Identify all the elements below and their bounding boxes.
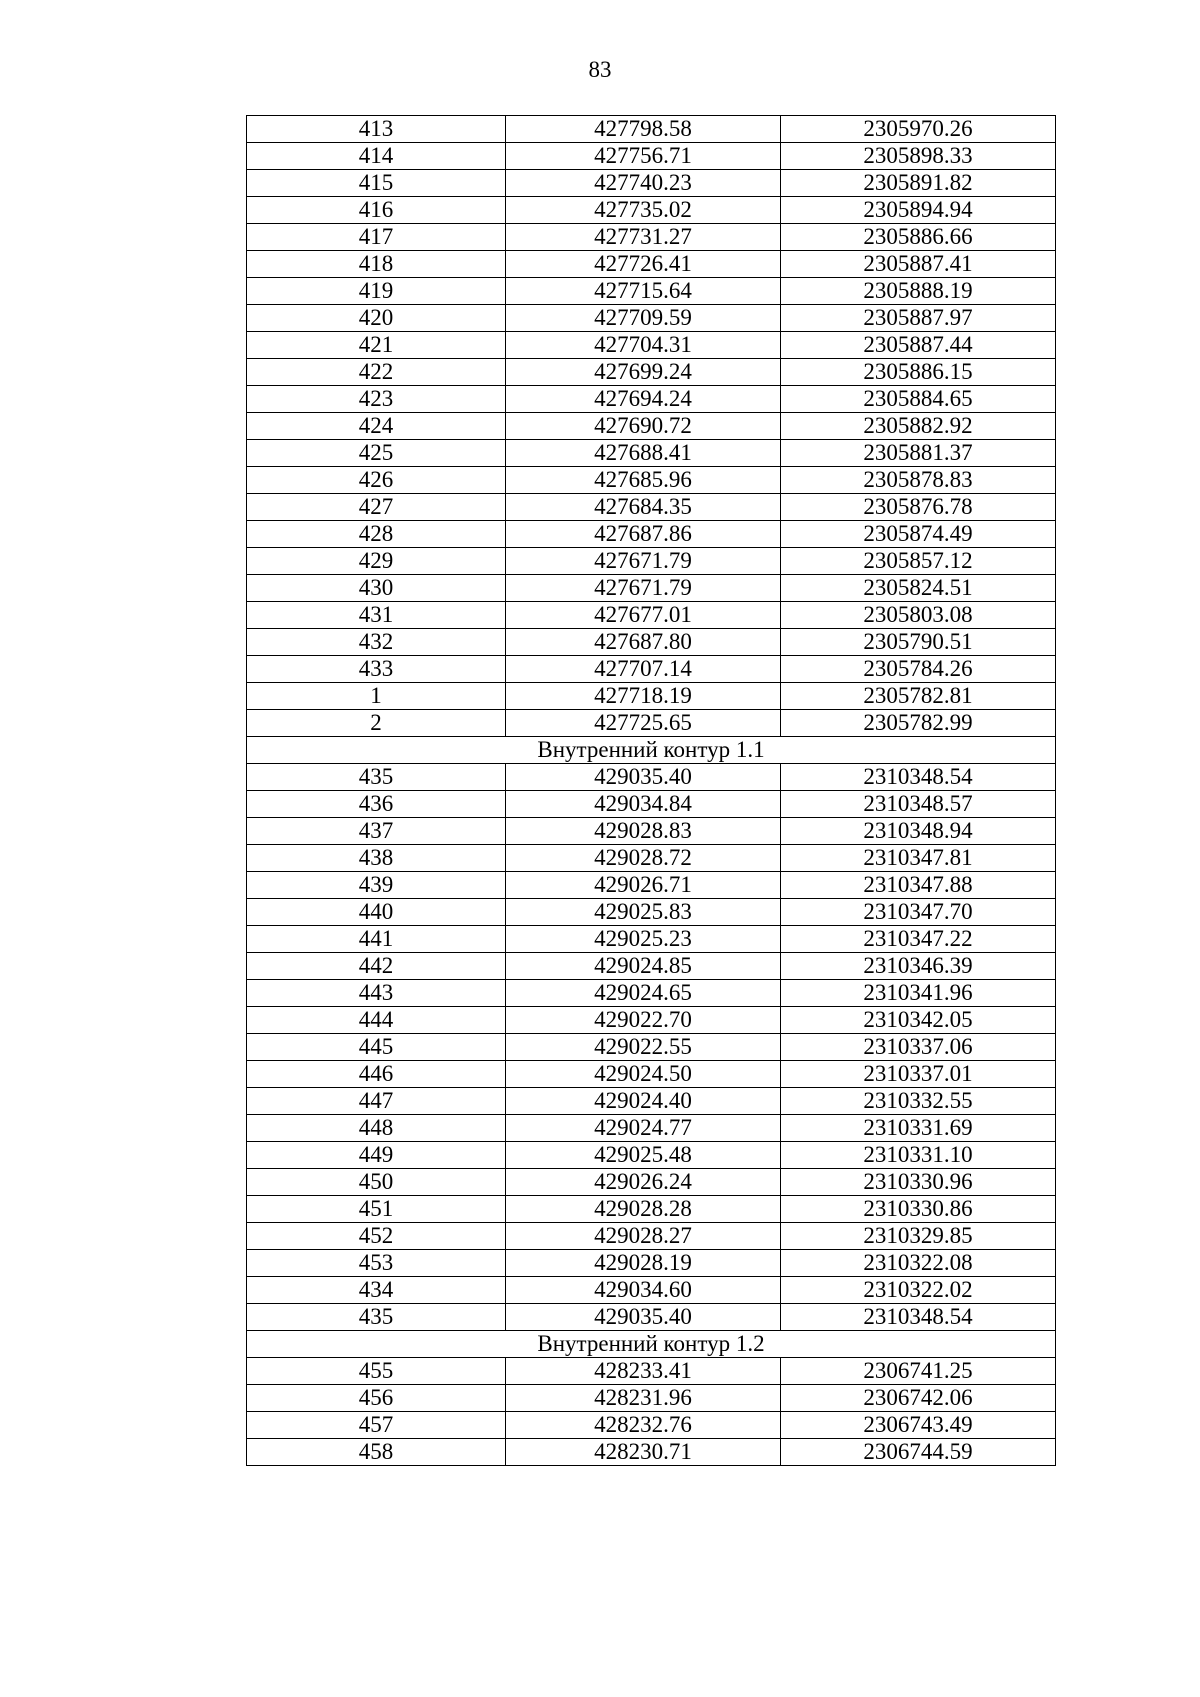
- table-row: [247, 845, 1056, 872]
- y-coordinate-cell: 2310347.22: [781, 926, 1056, 953]
- table-row: [247, 602, 1056, 629]
- y-coordinate-cell: 2305782.81: [781, 683, 1056, 710]
- table-row: [247, 440, 1056, 467]
- y-coordinate-cell: 2305876.78: [781, 494, 1056, 521]
- y-coordinate-cell: 2305882.92: [781, 413, 1056, 440]
- section-header-cell: Внутренний контур 1.2: [247, 1331, 1056, 1358]
- y-coordinate-cell: 2310341.96: [781, 980, 1056, 1007]
- point-number-cell: 433: [247, 656, 506, 683]
- x-coordinate-cell: 427694.24: [506, 386, 781, 413]
- x-coordinate-cell: 427726.41: [506, 251, 781, 278]
- point-number-cell: 443: [247, 980, 506, 1007]
- x-coordinate-cell: 429028.83: [506, 818, 781, 845]
- y-coordinate-cell: 2305824.51: [781, 575, 1056, 602]
- x-coordinate-cell: 427699.24: [506, 359, 781, 386]
- y-coordinate-cell: 2310330.86: [781, 1196, 1056, 1223]
- table-row: [247, 386, 1056, 413]
- point-number-cell: 456: [247, 1385, 506, 1412]
- y-coordinate-cell: 2310348.57: [781, 791, 1056, 818]
- x-coordinate-cell: 429024.40: [506, 1088, 781, 1115]
- point-number-cell: 457: [247, 1412, 506, 1439]
- table-row: [247, 1196, 1056, 1223]
- point-number-cell: 425: [247, 440, 506, 467]
- x-coordinate-cell: 427671.79: [506, 548, 781, 575]
- section-header-row: [247, 1331, 1056, 1358]
- y-coordinate-cell: 2310329.85: [781, 1223, 1056, 1250]
- y-coordinate-cell: 2305884.65: [781, 386, 1056, 413]
- x-coordinate-cell: 427707.14: [506, 656, 781, 683]
- y-coordinate-cell: 2310322.08: [781, 1250, 1056, 1277]
- table-row: [247, 791, 1056, 818]
- y-coordinate-cell: 2310331.10: [781, 1142, 1056, 1169]
- point-number-cell: 424: [247, 413, 506, 440]
- table-row: [247, 1439, 1056, 1466]
- y-coordinate-cell: 2310347.88: [781, 872, 1056, 899]
- x-coordinate-cell: 427687.80: [506, 629, 781, 656]
- y-coordinate-cell: 2306743.49: [781, 1412, 1056, 1439]
- x-coordinate-cell: 429034.84: [506, 791, 781, 818]
- point-number-cell: 417: [247, 224, 506, 251]
- point-number-cell: 445: [247, 1034, 506, 1061]
- x-coordinate-cell: 427677.01: [506, 602, 781, 629]
- y-coordinate-cell: 2305887.44: [781, 332, 1056, 359]
- y-coordinate-cell: 2305888.19: [781, 278, 1056, 305]
- y-coordinate-cell: 2310346.39: [781, 953, 1056, 980]
- section-header-cell: Внутренний контур 1.1: [247, 737, 1056, 764]
- point-number-cell: 442: [247, 953, 506, 980]
- point-number-cell: 455: [247, 1358, 506, 1385]
- y-coordinate-cell: 2310347.81: [781, 845, 1056, 872]
- table-row: [247, 764, 1056, 791]
- table-row: [247, 116, 1056, 143]
- point-number-cell: 428: [247, 521, 506, 548]
- x-coordinate-cell: 427690.72: [506, 413, 781, 440]
- table-row: [247, 1412, 1056, 1439]
- point-number-cell: 431: [247, 602, 506, 629]
- x-coordinate-cell: 427735.02: [506, 197, 781, 224]
- point-number-cell: 429: [247, 548, 506, 575]
- table-row: [247, 1223, 1056, 1250]
- point-number-cell: 439: [247, 872, 506, 899]
- x-coordinate-cell: 427756.71: [506, 143, 781, 170]
- point-number-cell: 415: [247, 170, 506, 197]
- y-coordinate-cell: 2310347.70: [781, 899, 1056, 926]
- y-coordinate-cell: 2305887.41: [781, 251, 1056, 278]
- point-number-cell: 423: [247, 386, 506, 413]
- y-coordinate-cell: 2305887.97: [781, 305, 1056, 332]
- table-row: [247, 359, 1056, 386]
- point-number-cell: 438: [247, 845, 506, 872]
- table-row: [247, 170, 1056, 197]
- y-coordinate-cell: 2305894.94: [781, 197, 1056, 224]
- x-coordinate-cell: 427687.86: [506, 521, 781, 548]
- x-coordinate-cell: 429024.85: [506, 953, 781, 980]
- table-row: [247, 1034, 1056, 1061]
- point-number-cell: 418: [247, 251, 506, 278]
- x-coordinate-cell: 429028.19: [506, 1250, 781, 1277]
- x-coordinate-cell: 429022.70: [506, 1007, 781, 1034]
- table-row: [247, 899, 1056, 926]
- point-number-cell: 458: [247, 1439, 506, 1466]
- x-coordinate-cell: 429028.27: [506, 1223, 781, 1250]
- point-number-cell: 447: [247, 1088, 506, 1115]
- y-coordinate-cell: 2310322.02: [781, 1277, 1056, 1304]
- x-coordinate-cell: 429025.23: [506, 926, 781, 953]
- y-coordinate-cell: 2305790.51: [781, 629, 1056, 656]
- x-coordinate-cell: 429024.65: [506, 980, 781, 1007]
- section-header-row: [247, 737, 1056, 764]
- x-coordinate-cell: 428230.71: [506, 1439, 781, 1466]
- table-row: [247, 1169, 1056, 1196]
- y-coordinate-cell: 2305857.12: [781, 548, 1056, 575]
- y-coordinate-cell: 2310330.96: [781, 1169, 1056, 1196]
- coordinates-table-body: [247, 116, 1056, 1466]
- x-coordinate-cell: 427685.96: [506, 467, 781, 494]
- table-row: [247, 1061, 1056, 1088]
- point-number-cell: 435: [247, 1304, 506, 1331]
- table-row: [247, 224, 1056, 251]
- x-coordinate-cell: 429024.50: [506, 1061, 781, 1088]
- point-number-cell: 435: [247, 764, 506, 791]
- table-row: [247, 278, 1056, 305]
- table-row: [247, 332, 1056, 359]
- x-coordinate-cell: 427740.23: [506, 170, 781, 197]
- point-number-cell: 448: [247, 1115, 506, 1142]
- table-row: [247, 683, 1056, 710]
- table-row: [247, 251, 1056, 278]
- point-number-cell: 432: [247, 629, 506, 656]
- point-number-cell: 1: [247, 683, 506, 710]
- x-coordinate-cell: 429035.40: [506, 764, 781, 791]
- table-row: [247, 953, 1056, 980]
- x-coordinate-cell: 427709.59: [506, 305, 781, 332]
- x-coordinate-cell: 429034.60: [506, 1277, 781, 1304]
- table-row: [247, 710, 1056, 737]
- y-coordinate-cell: 2310348.54: [781, 764, 1056, 791]
- point-number-cell: 436: [247, 791, 506, 818]
- x-coordinate-cell: 429026.71: [506, 872, 781, 899]
- table-row: [247, 1007, 1056, 1034]
- point-number-cell: 440: [247, 899, 506, 926]
- point-number-cell: 452: [247, 1223, 506, 1250]
- table-row: [247, 818, 1056, 845]
- table-row: [247, 1088, 1056, 1115]
- x-coordinate-cell: 429025.48: [506, 1142, 781, 1169]
- x-coordinate-cell: 427715.64: [506, 278, 781, 305]
- y-coordinate-cell: 2305898.33: [781, 143, 1056, 170]
- point-number-cell: 430: [247, 575, 506, 602]
- table-row: [247, 872, 1056, 899]
- y-coordinate-cell: 2306742.06: [781, 1385, 1056, 1412]
- point-number-cell: 441: [247, 926, 506, 953]
- y-coordinate-cell: 2305970.26: [781, 116, 1056, 143]
- y-coordinate-cell: 2306744.59: [781, 1439, 1056, 1466]
- point-number-cell: 446: [247, 1061, 506, 1088]
- x-coordinate-cell: 429028.72: [506, 845, 781, 872]
- table-row: [247, 1304, 1056, 1331]
- point-number-cell: 414: [247, 143, 506, 170]
- table-row: [247, 521, 1056, 548]
- x-coordinate-cell: 428233.41: [506, 1358, 781, 1385]
- point-number-cell: 453: [247, 1250, 506, 1277]
- table-row: [247, 926, 1056, 953]
- y-coordinate-cell: 2310337.06: [781, 1034, 1056, 1061]
- point-number-cell: 444: [247, 1007, 506, 1034]
- table-row: [247, 629, 1056, 656]
- table-row: [247, 197, 1056, 224]
- point-number-cell: 419: [247, 278, 506, 305]
- x-coordinate-cell: 428232.76: [506, 1412, 781, 1439]
- y-coordinate-cell: 2305878.83: [781, 467, 1056, 494]
- x-coordinate-cell: 429035.40: [506, 1304, 781, 1331]
- y-coordinate-cell: 2305881.37: [781, 440, 1056, 467]
- y-coordinate-cell: 2305874.49: [781, 521, 1056, 548]
- x-coordinate-cell: 427731.27: [506, 224, 781, 251]
- table-row: [247, 980, 1056, 1007]
- table-row: [247, 1250, 1056, 1277]
- x-coordinate-cell: 427684.35: [506, 494, 781, 521]
- x-coordinate-cell: 429024.77: [506, 1115, 781, 1142]
- table-row: [247, 1277, 1056, 1304]
- table-row: [247, 1358, 1056, 1385]
- table-row: [247, 575, 1056, 602]
- table-row: [247, 1142, 1056, 1169]
- x-coordinate-cell: 429026.24: [506, 1169, 781, 1196]
- table-row: [247, 656, 1056, 683]
- table-row: [247, 305, 1056, 332]
- y-coordinate-cell: 2305886.66: [781, 224, 1056, 251]
- point-number-cell: 421: [247, 332, 506, 359]
- y-coordinate-cell: 2310342.05: [781, 1007, 1056, 1034]
- point-number-cell: 451: [247, 1196, 506, 1223]
- x-coordinate-cell: 427688.41: [506, 440, 781, 467]
- coordinates-table: [246, 115, 1056, 1466]
- y-coordinate-cell: 2305784.26: [781, 656, 1056, 683]
- table-row: [247, 467, 1056, 494]
- x-coordinate-cell: 428231.96: [506, 1385, 781, 1412]
- y-coordinate-cell: 2310331.69: [781, 1115, 1056, 1142]
- x-coordinate-cell: 429025.83: [506, 899, 781, 926]
- point-number-cell: 426: [247, 467, 506, 494]
- y-coordinate-cell: 2306741.25: [781, 1358, 1056, 1385]
- point-number-cell: 422: [247, 359, 506, 386]
- table-row: [247, 1385, 1056, 1412]
- y-coordinate-cell: 2310348.54: [781, 1304, 1056, 1331]
- x-coordinate-cell: 429028.28: [506, 1196, 781, 1223]
- table-row: [247, 143, 1056, 170]
- x-coordinate-cell: 429022.55: [506, 1034, 781, 1061]
- x-coordinate-cell: 427704.31: [506, 332, 781, 359]
- x-coordinate-cell: 427725.65: [506, 710, 781, 737]
- point-number-cell: 416: [247, 197, 506, 224]
- point-number-cell: 427: [247, 494, 506, 521]
- point-number-cell: 450: [247, 1169, 506, 1196]
- table-row: [247, 413, 1056, 440]
- table-row: [247, 494, 1056, 521]
- y-coordinate-cell: 2305782.99: [781, 710, 1056, 737]
- y-coordinate-cell: 2310337.01: [781, 1061, 1056, 1088]
- x-coordinate-cell: 427798.58: [506, 116, 781, 143]
- y-coordinate-cell: 2305803.08: [781, 602, 1056, 629]
- x-coordinate-cell: 427671.79: [506, 575, 781, 602]
- y-coordinate-cell: 2305886.15: [781, 359, 1056, 386]
- point-number-cell: 420: [247, 305, 506, 332]
- x-coordinate-cell: 427718.19: [506, 683, 781, 710]
- y-coordinate-cell: 2310332.55: [781, 1088, 1056, 1115]
- point-number-cell: 2: [247, 710, 506, 737]
- y-coordinate-cell: 2305891.82: [781, 170, 1056, 197]
- page-number: 83: [588, 57, 612, 82]
- y-coordinate-cell: 2310348.94: [781, 818, 1056, 845]
- point-number-cell: 434: [247, 1277, 506, 1304]
- table-row: [247, 1115, 1056, 1142]
- point-number-cell: 437: [247, 818, 506, 845]
- table-row: [247, 548, 1056, 575]
- point-number-cell: 413: [247, 116, 506, 143]
- point-number-cell: 449: [247, 1142, 506, 1169]
